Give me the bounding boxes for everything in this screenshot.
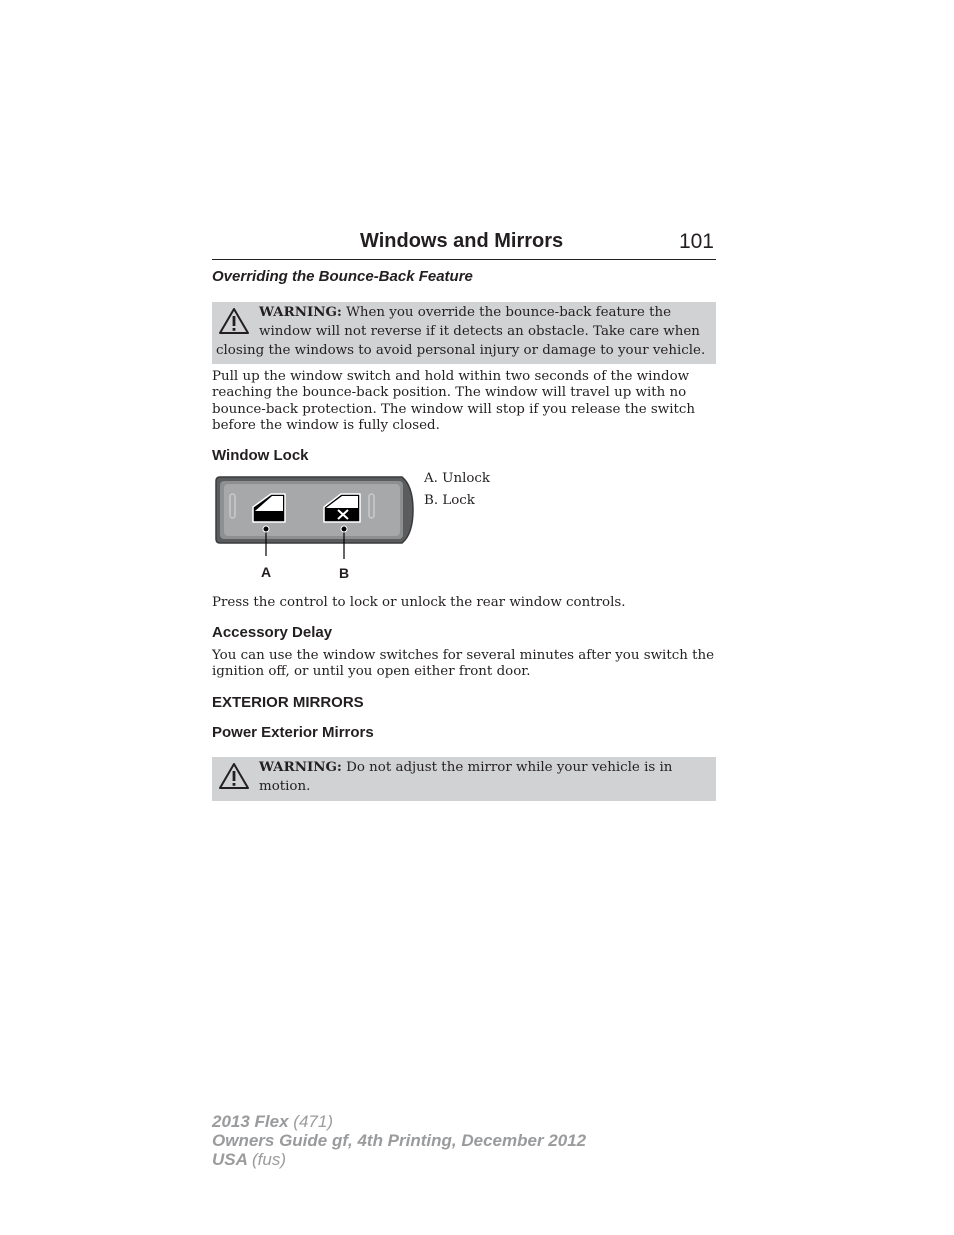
- legend-b: B. Lock: [424, 493, 475, 508]
- power-mirrors-heading: Power Exterior Mirrors: [212, 724, 374, 741]
- exterior-mirrors-heading: EXTERIOR MIRRORS: [212, 694, 364, 711]
- accessory-delay-heading: Accessory Delay: [212, 624, 333, 641]
- warning-text-line-3: closing the windows to avoid personal injury or damage to your vehicle.: [216, 343, 706, 358]
- bounce-back-body: Pull up the window switch and hold within two seconds of the window reaching the bounce-back position. The window will travel up with no bounce-back protection. The window will stop if you release the switch before the window is fully closed.: [212, 369, 696, 433]
- mirror-warning-line-2: motion.: [259, 779, 311, 794]
- footer-line-1: 2013 Flex (471): [212, 1112, 333, 1131]
- callout-b: B: [338, 565, 350, 581]
- warning-triangle-icon: [218, 307, 250, 335]
- footer-line-3: USA (fus): [212, 1150, 286, 1169]
- warning-label: WARNING:: [259, 759, 342, 775]
- page-title: Windows and Mirrors: [360, 230, 564, 252]
- warning-label: WARNING:: [259, 304, 342, 320]
- bounce-back-heading: Overriding the Bounce-Back Feature: [212, 268, 473, 285]
- page-header: [212, 228, 716, 260]
- warning-text-line-2: window will not reverse if it detects an obstacle. Take care when: [259, 324, 700, 339]
- mirror-warning-box: [212, 757, 716, 801]
- window-lock-heading: Window Lock: [212, 447, 309, 464]
- window-lock-body: Press the control to lock or unlock the rear window controls.: [212, 595, 626, 610]
- mirror-warning-line-1: WARNING: Do not adjust the mirror while your vehicle is in: [259, 759, 673, 775]
- warning-triangle-icon: [218, 762, 250, 790]
- window-lock-switch-illustration: [214, 472, 416, 584]
- legend-a: A. Unlock: [424, 471, 491, 486]
- callout-a: A: [260, 564, 272, 580]
- footer-line-2: Owners Guide gf, 4th Printing, December 2012: [212, 1131, 587, 1150]
- warning-text-line-1: WARNING: When you override the bounce-back feature the: [259, 304, 672, 320]
- page-number: 101: [678, 230, 714, 253]
- bounce-back-warning-box: [212, 302, 716, 364]
- accessory-delay-body: You can use the window switches for several minutes after you switch the ignition off, or until you open either front door.: [212, 648, 715, 680]
